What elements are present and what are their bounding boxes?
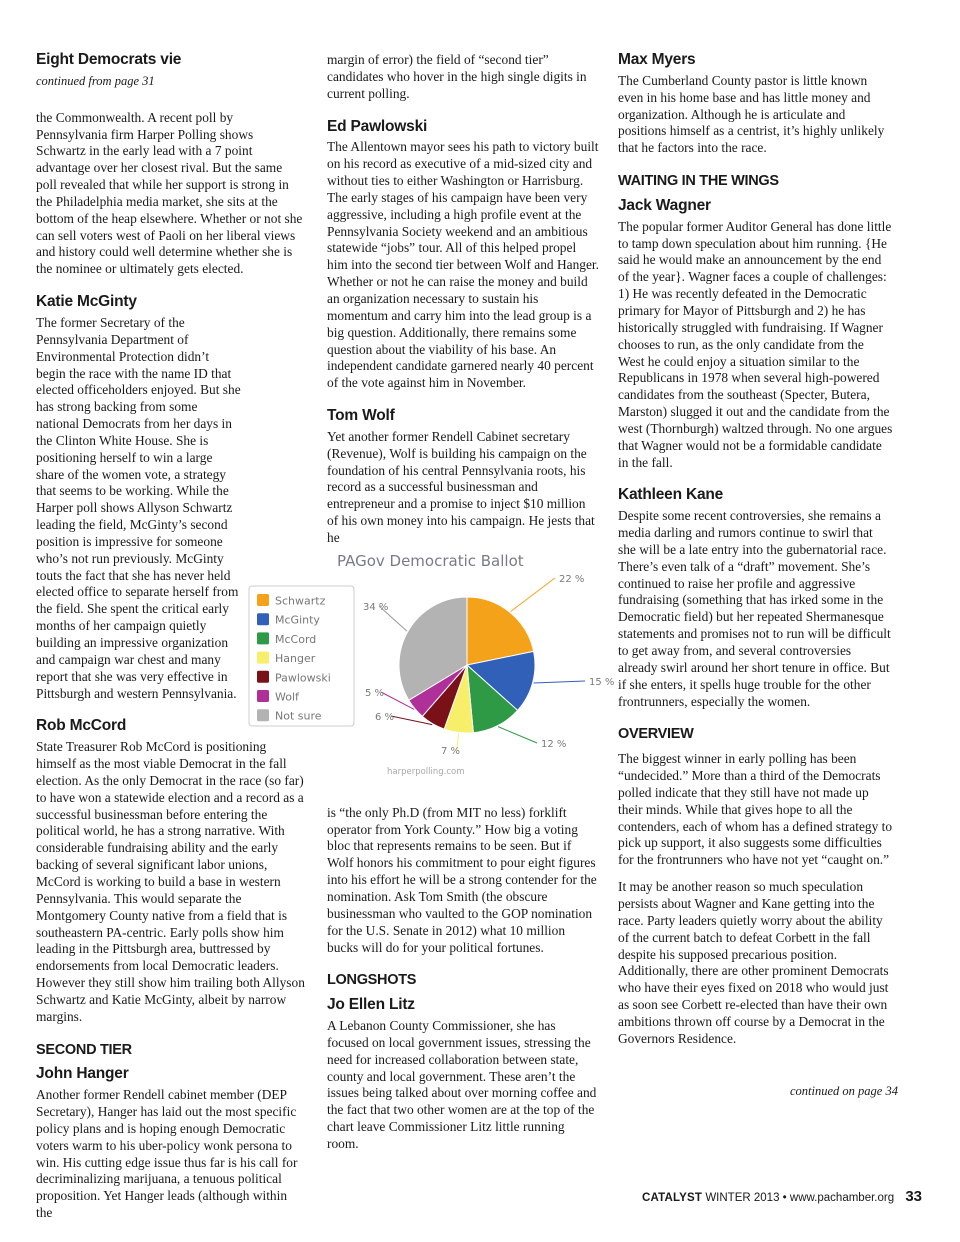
candidate-heading-mccord: Rob McCord [36, 717, 127, 735]
legend-swatch [257, 709, 269, 721]
legend-swatch [257, 613, 269, 625]
paragraph: The former Secretary of the Pennsylvania Department of Environmental Protection didn’t begin the race with the name ID that elected officeholders enjoyed. But she has strong backing from some national Democrats from her days in the Clinton White House. She is positioning herself to win a large share of the women vote, a strategy that seems to be working. While the Harper poll shows Allyson Schwartz leading the field, McGinty’s second position is impressive for someone who’s not run previously. McGinty touts the fact that she has never held elected office to separate herself from the field. She spent the critical early months of her campaign quietly building an impressive organization and campaign war chest and many report that she was very effective in Pittsburgh and western Pennsylvania. [36, 314, 241, 701]
section-heading-waiting-in-the-wings: WAITING IN THE WINGS [618, 173, 779, 190]
pie-data-label: 5 % [365, 688, 385, 699]
paragraph: Yet another former Rendell Cabinet secretary (Revenue), Wolf is building his campaign on the foundation of his central Pennsylvania roots, his record as a successful businessman and entrepreneur and a promise to inject $10 million of his own money into his campaign. He jests that he [327, 428, 595, 545]
candidate-heading-myers: Max Myers [618, 51, 696, 68]
legend-label: Wolf [275, 690, 299, 704]
paragraph: A Lebanon County Commissioner, she has focused on local government issues, stressing the need for increased collaboration between state, county and local government. These aren’t the issues being talked about over morning coffee and the fact that two other women are at the top of the chart leave Commissioner Litz little running room. [327, 1018, 597, 1151]
legend-swatch [257, 632, 269, 644]
pie-leader-line [534, 681, 585, 683]
pie-slices [399, 597, 535, 733]
pie-data-label: 7 % [441, 746, 461, 757]
section-heading-overview: OVERVIEW [618, 726, 694, 743]
pie-leader-line [511, 578, 555, 612]
pie-data-label: 22 % [559, 574, 585, 585]
page-footer [642, 1188, 922, 1205]
chart-source: harperpolling.com [387, 767, 465, 777]
paragraph: Another former Rendell cabinet member (DEP Secretary), Hanger has laid out the most specific policy plans and is hoping enough Democratic voters warm to his uber-policy wonk persona to win. His cutting edge issue thus far is his call for decriminalizing marijuana, a tenuous political proposition. Yet Hanger leads (although within the [36, 1087, 298, 1221]
candidate-heading-kane: Kathleen Kane [618, 486, 724, 504]
pie-leader-line [498, 727, 537, 743]
legend-label: Hanger [275, 652, 316, 666]
paragraph: The popular former Auditor General has done little to tamp down speculation about him running. {He said he would make an announcement by the end of the year}. Wagner faces a couple of challenges: 1) He was recently defeated in the Democratic primary for Mayor of Pittsburgh and 2) he has historically struggled with fundraising. If Wagner chooses to run, as the only candidate from the West he could enjoy a situation similar to the Republicans in 1978 when several high-powered candidates from the southeast (Specter, Butera, Marston) slugged it out and the candidate from the west (Thornburgh) waltzed through. No one argues that Wagner would not be a formidable candidate in the fall. [618, 218, 893, 470]
section-heading-second-tier: SECOND TIER [36, 1041, 132, 1058]
article-heading: Eight Democrats vie [36, 51, 182, 68]
legend-label: Schwartz [275, 594, 326, 608]
candidate-heading-pawlowski: Ed Pawlowski [327, 117, 428, 135]
candidate-heading-wolf: Tom Wolf [327, 407, 395, 425]
legend-label: Pawlowski [275, 671, 331, 685]
paragraph: is “the only Ph.D (from MIT no less) forklift operator from York County.” How big a voting bloc that represents remains to be seen. But if Wolf honors his commitment to pour eight figures into his effort he will be a strong contender for the nomination. Ask Tom Smith (the obscure businessman who vaulted to the GOP nomination for the U.S. Senate in 2012) what 10 million bucks will do for your political fortunes. [327, 804, 597, 955]
chart-title: PAGov Democratic Ballot [337, 552, 524, 570]
pie-chart [245, 548, 615, 780]
paragraph: State Treasurer Rob McCord is positioning himself as the most viable Democrat in the fall election. As the only Democrat in the race (so far) to have won a statewide election and a record as a successful businessman before entering the political world, he has a strong narrative. With considerable fundraising ability and the early backing of several significant labor unions, McCord is working to build a base in western Pennsylvania. This would separate the Montgomery County native from a field that is southeastern PA-centric. Early polls show him leading in the Pittsburgh area, buttressed by endorsements from local Democratic leaders. However they still show him trailing both Allyson Schwartz and Katie McGinty, albeit by narrow margins. [36, 739, 305, 1024]
footer-brand: CATALYST [641, 1192, 703, 1204]
legend-label: Not sure [275, 709, 322, 723]
legend-swatch [257, 690, 269, 702]
continued-on-note: continued on page 34 [790, 1084, 898, 1098]
paragraph: Despite some recent controversies, she remains a media darling and rumors continue to swirl that she will be a late entry into the gubernatorial race. There’s even talk of a “draft” movement. She’s continued to raise her profile and aggressive fundraising (something that has irked some in the Democratic field) but her repeated Shermanesque statements and promises not to run will be difficult to get away from, and several controversies already swirl around her short tenure in office. But if she enters, it spells huge trouble for the other frontrunners, especially the women. [618, 508, 891, 709]
paragraph: the Commonwealth. A recent poll by Pennsylvania firm Harper Polling shows Schwartz in the early lead with a 7 point advantage over her closest rival. But the same poll revealed that while her support is strong in the Philadelphia media market, she sits at the bottom of the heap elsewhere. Whether or not she can sell voters west of Paoli on her liberal views and history could well determine whether she is the nominee or ultimately gets elected. [36, 109, 303, 277]
candidate-heading-mcginty: Katie McGinty [36, 293, 137, 311]
section-heading-longshots: LONGSHOTS [327, 972, 417, 989]
legend-swatch [257, 671, 269, 683]
paragraph: margin of error) the field of “second tier” candidates who hover in the high single digits in current polling. [327, 52, 587, 101]
legend-swatch [257, 594, 269, 606]
pie-chart-svg [245, 548, 615, 780]
page-number: 33 [905, 1188, 922, 1205]
continued-from-note: continued from page 31 [36, 73, 155, 88]
pie-data-label: 15 % [589, 677, 615, 688]
footer-issue: WINTER 2013 [705, 1192, 780, 1204]
pie-data-label: 34 % [363, 602, 389, 613]
legend-label: McGinty [275, 613, 320, 627]
paragraph: It may be another reason so much speculation persists about Wagner and Kane getting into the race. Party leaders quietly worry about the ability of the current batch to defeat Corbett in the fall despite his supposed precarious position. Additionally, there are other prominent Democrats who have their eyes fixed on 2018 who would just as soon see Corbett re-elected than have their own ambitions thrown off course by a Democrat in the Governors Residence. [618, 879, 889, 1046]
candidate-heading-wagner: Jack Wagner [618, 196, 711, 214]
footer-bullet: • [782, 1192, 787, 1204]
column-3 [618, 52, 893, 1048]
candidate-heading-hanger: John Hanger [36, 1065, 129, 1083]
paragraph: The Cumberland County pastor is little known even in his home base and has little money and organization. Although he is articulate and positions himself as a centrist, it’s highly unlikely that he factors into the race. [618, 72, 885, 156]
paragraph: The Allentown mayor sees his path to victory built on his record as executive of a mid-sized city and without ties to either Washington or Harrisburg. The early stages of his campaign have been very aggressive, including a high profile event at the Pennsylvania Society weekend and an ambitious statewide “jobs” tour. All of this helped propel him into the second tier between Wolf and Hanger. Whether or not he can raise the money and build an organization necessary to sustain his momentum and carry him into the lead group is a big question. Additionally, there remains some question about the viability of his base. An independent candidate garnered nearly 40 percent of the vote against him in November. [327, 139, 599, 391]
paragraph: The biggest winner in early polling has been “undecided.” More than a third of the Democrats polled indicate that they still have not made up their minds. While that gives hope to all the contenders, each of whom has a defined strategy to pick up support, it also suggests some difficulties for the frontrunners who have not yet “caught on.” [618, 751, 893, 868]
legend-label: McCord [275, 632, 317, 646]
pie-data-label: 12 % [541, 739, 567, 750]
legend-swatch [257, 652, 269, 664]
footer-url: www.pachamber.org [789, 1192, 895, 1204]
candidate-heading-litz: Jo Ellen Litz [327, 996, 415, 1014]
pie-data-label: 6 % [375, 712, 395, 723]
